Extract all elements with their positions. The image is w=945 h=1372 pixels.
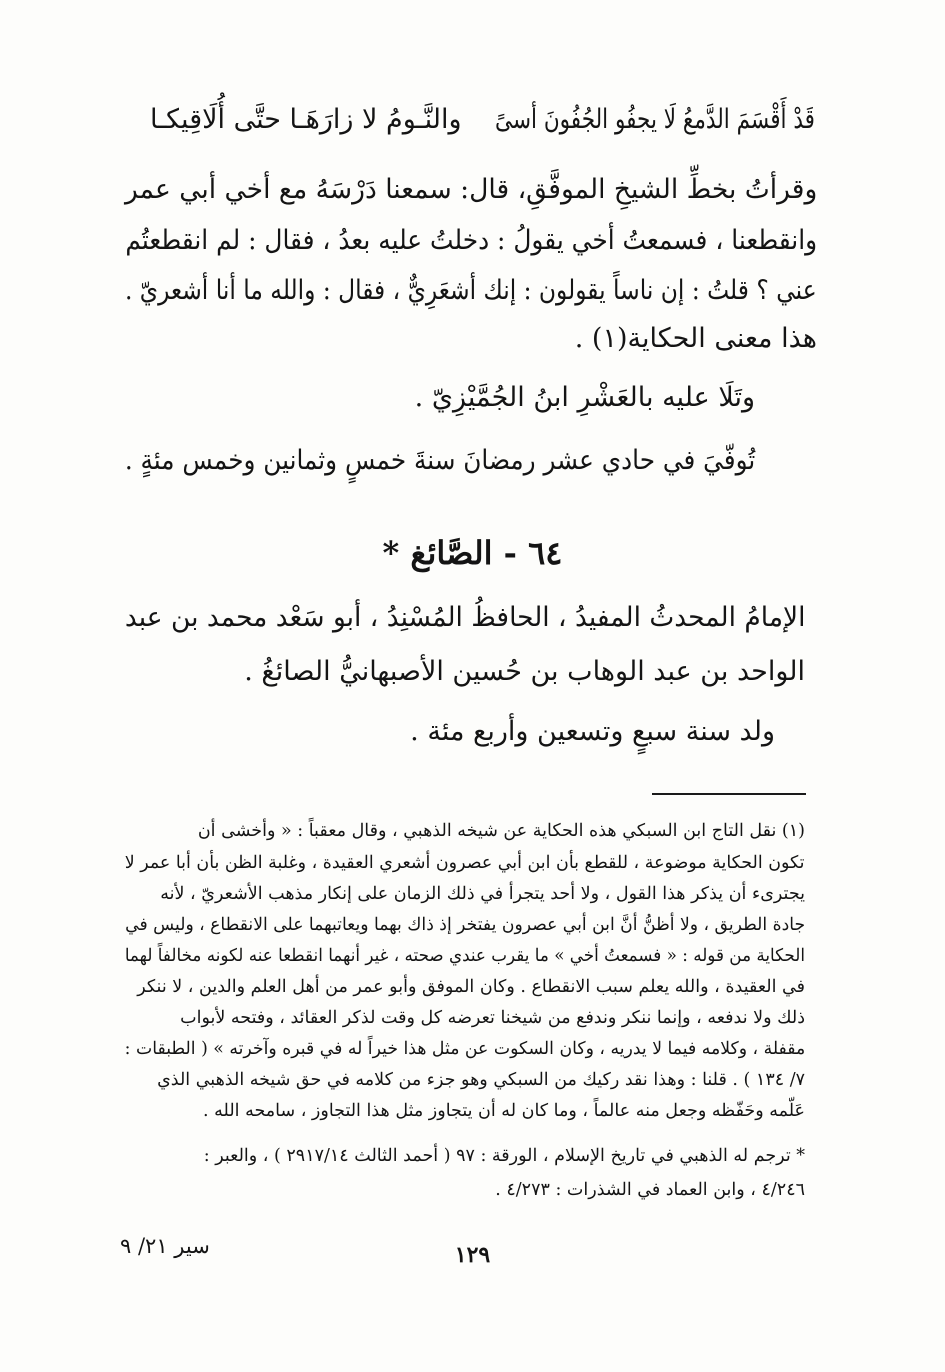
footnote-line: ٤/٢٤٦ ، وابن العماد في الشذرات : ٤/٢٧٣ . <box>495 1180 805 1200</box>
footnote-line: (١) نقل التاج ابن السبكي هذه الحكاية عن شيخه الذهبي ، وقال معقباً : « وأخشى أن <box>197 821 805 841</box>
paragraph-line: تُوفّيَ في حادي عشر رمضانَ سنةَ خمسٍ وثمانين وخمس مئةٍ . <box>124 445 755 476</box>
paragraph-line: وانقطعنا ، فسمعتُ أخي يقولُ : دخلتُ عليه بعدُ ، فقال : لم انقطعتُم <box>125 225 817 256</box>
page-number: ١٢٩ <box>454 1242 491 1268</box>
footnote-divider <box>652 793 806 795</box>
footnote-line: عَلّمه وحَفّظه وجعل منه عالماً ، وما كان له أن يتجاوز مثل هذا التجاوز ، سامحه الله . <box>203 1101 805 1121</box>
poetry-verse <box>150 98 815 142</box>
bio-line: الإمامُ المحدثُ المفيدُ ، الحافظُ المُسْنِدُ ، أبو سَعْد محمد بن عبد <box>124 602 805 633</box>
footnote-line: * ترجم له الذهبي في تاريخ الإسلام ، الورقة : ٩٧ ( أحمد الثالث ٢٩١٧/١٤ ) ، والعبر : <box>203 1146 805 1166</box>
footnote-line: ذلك ولا ندفعه ، وإنما ننكر وندفع من شيخنا تعرضه كل وقت لذكر العقائد ، وفتحه لأبواب <box>180 1008 805 1028</box>
footnote-line: ٧/ ١٣٤ ) . قلنا : وهذا نقد ركيك من السبكي وهو جزء من كلامه في حق شيخه الذهبي الذي <box>157 1070 805 1090</box>
signature-mark: سير ٢١/ ٩ <box>120 1234 210 1258</box>
footnote-line: في العقيدة ، والله يعلم سبب الانقطاع . وكان الموفق وأبو عمر من أهل العلم والدين ، لا ننكر <box>137 977 805 997</box>
paragraph-line: عني ؟ قلتُ : إن ناساً يقولون : إنك أشعَرِيٌّ ، فقال : والله ما أنا أشعريّ . <box>125 275 817 306</box>
footnote-line: جادة الطريق ، ولا أظنُّ أنَّ ابن أبي عصرون يفتخر إذ ذاك بهما ويعاتبهما على الانقطاع ، وليس في <box>125 915 805 935</box>
bio-line: ولد سنة سبعٍ وتسعين وأربع مئة . <box>410 716 775 747</box>
footnote-line: مقفلة ، وكلامه فيما لا يدريه ، وكان السكوت عن مثل هذا خيراً له في قبره وآخرته » ( الطبقات : <box>124 1039 805 1059</box>
verse-first-hemistich: قَدْ أَقْسَمَ الدَّمعُ لَا يجفُو الجُفُونَ أسىً <box>495 104 815 135</box>
biography-heading: ٦٤ - الصَّائغ * <box>382 534 563 572</box>
footnote-line: تكون الحكاية موضوعة ، للقطع بأن ابن أبي عصرون أشعري العقيدة ، وغلبة الظن بأن أبا عمر لا <box>125 853 805 873</box>
paragraph-line: وقرأتُ بخطِّ الشيخِ الموفَّقِ، قال: سمعنا دَرْسَهُ مع أخي أبي عمر <box>124 174 817 205</box>
verse-second-hemistich: والنَّـومُ لا زارَهَـا حتَّى أُلَاقِيكـا <box>150 104 462 135</box>
footnote-line: يجترىء أن يذكر هذا القول ، ولا أحد يتجرأ في ذلك الزمان على إنكار مذهب الأشعريّ ، لأنه <box>160 884 805 904</box>
paragraph-line: هذا معنى الحكاية(١) . <box>574 323 817 354</box>
paragraph-line: وتَلَا عليه بالعَشْرِ ابنُ الجُمَّيْزِيّ . <box>414 382 755 413</box>
bio-line: الواحد بن عبد الوهاب بن حُسين الأصبهانيُّ الصائغُ . <box>244 656 805 687</box>
footnote-line: الحكاية من قوله : « فسمعتُ أخي » ما يقرب عندي صحته ، غير أنهما انقطعا عنه لكونه مخالفاً لهما <box>124 946 805 966</box>
